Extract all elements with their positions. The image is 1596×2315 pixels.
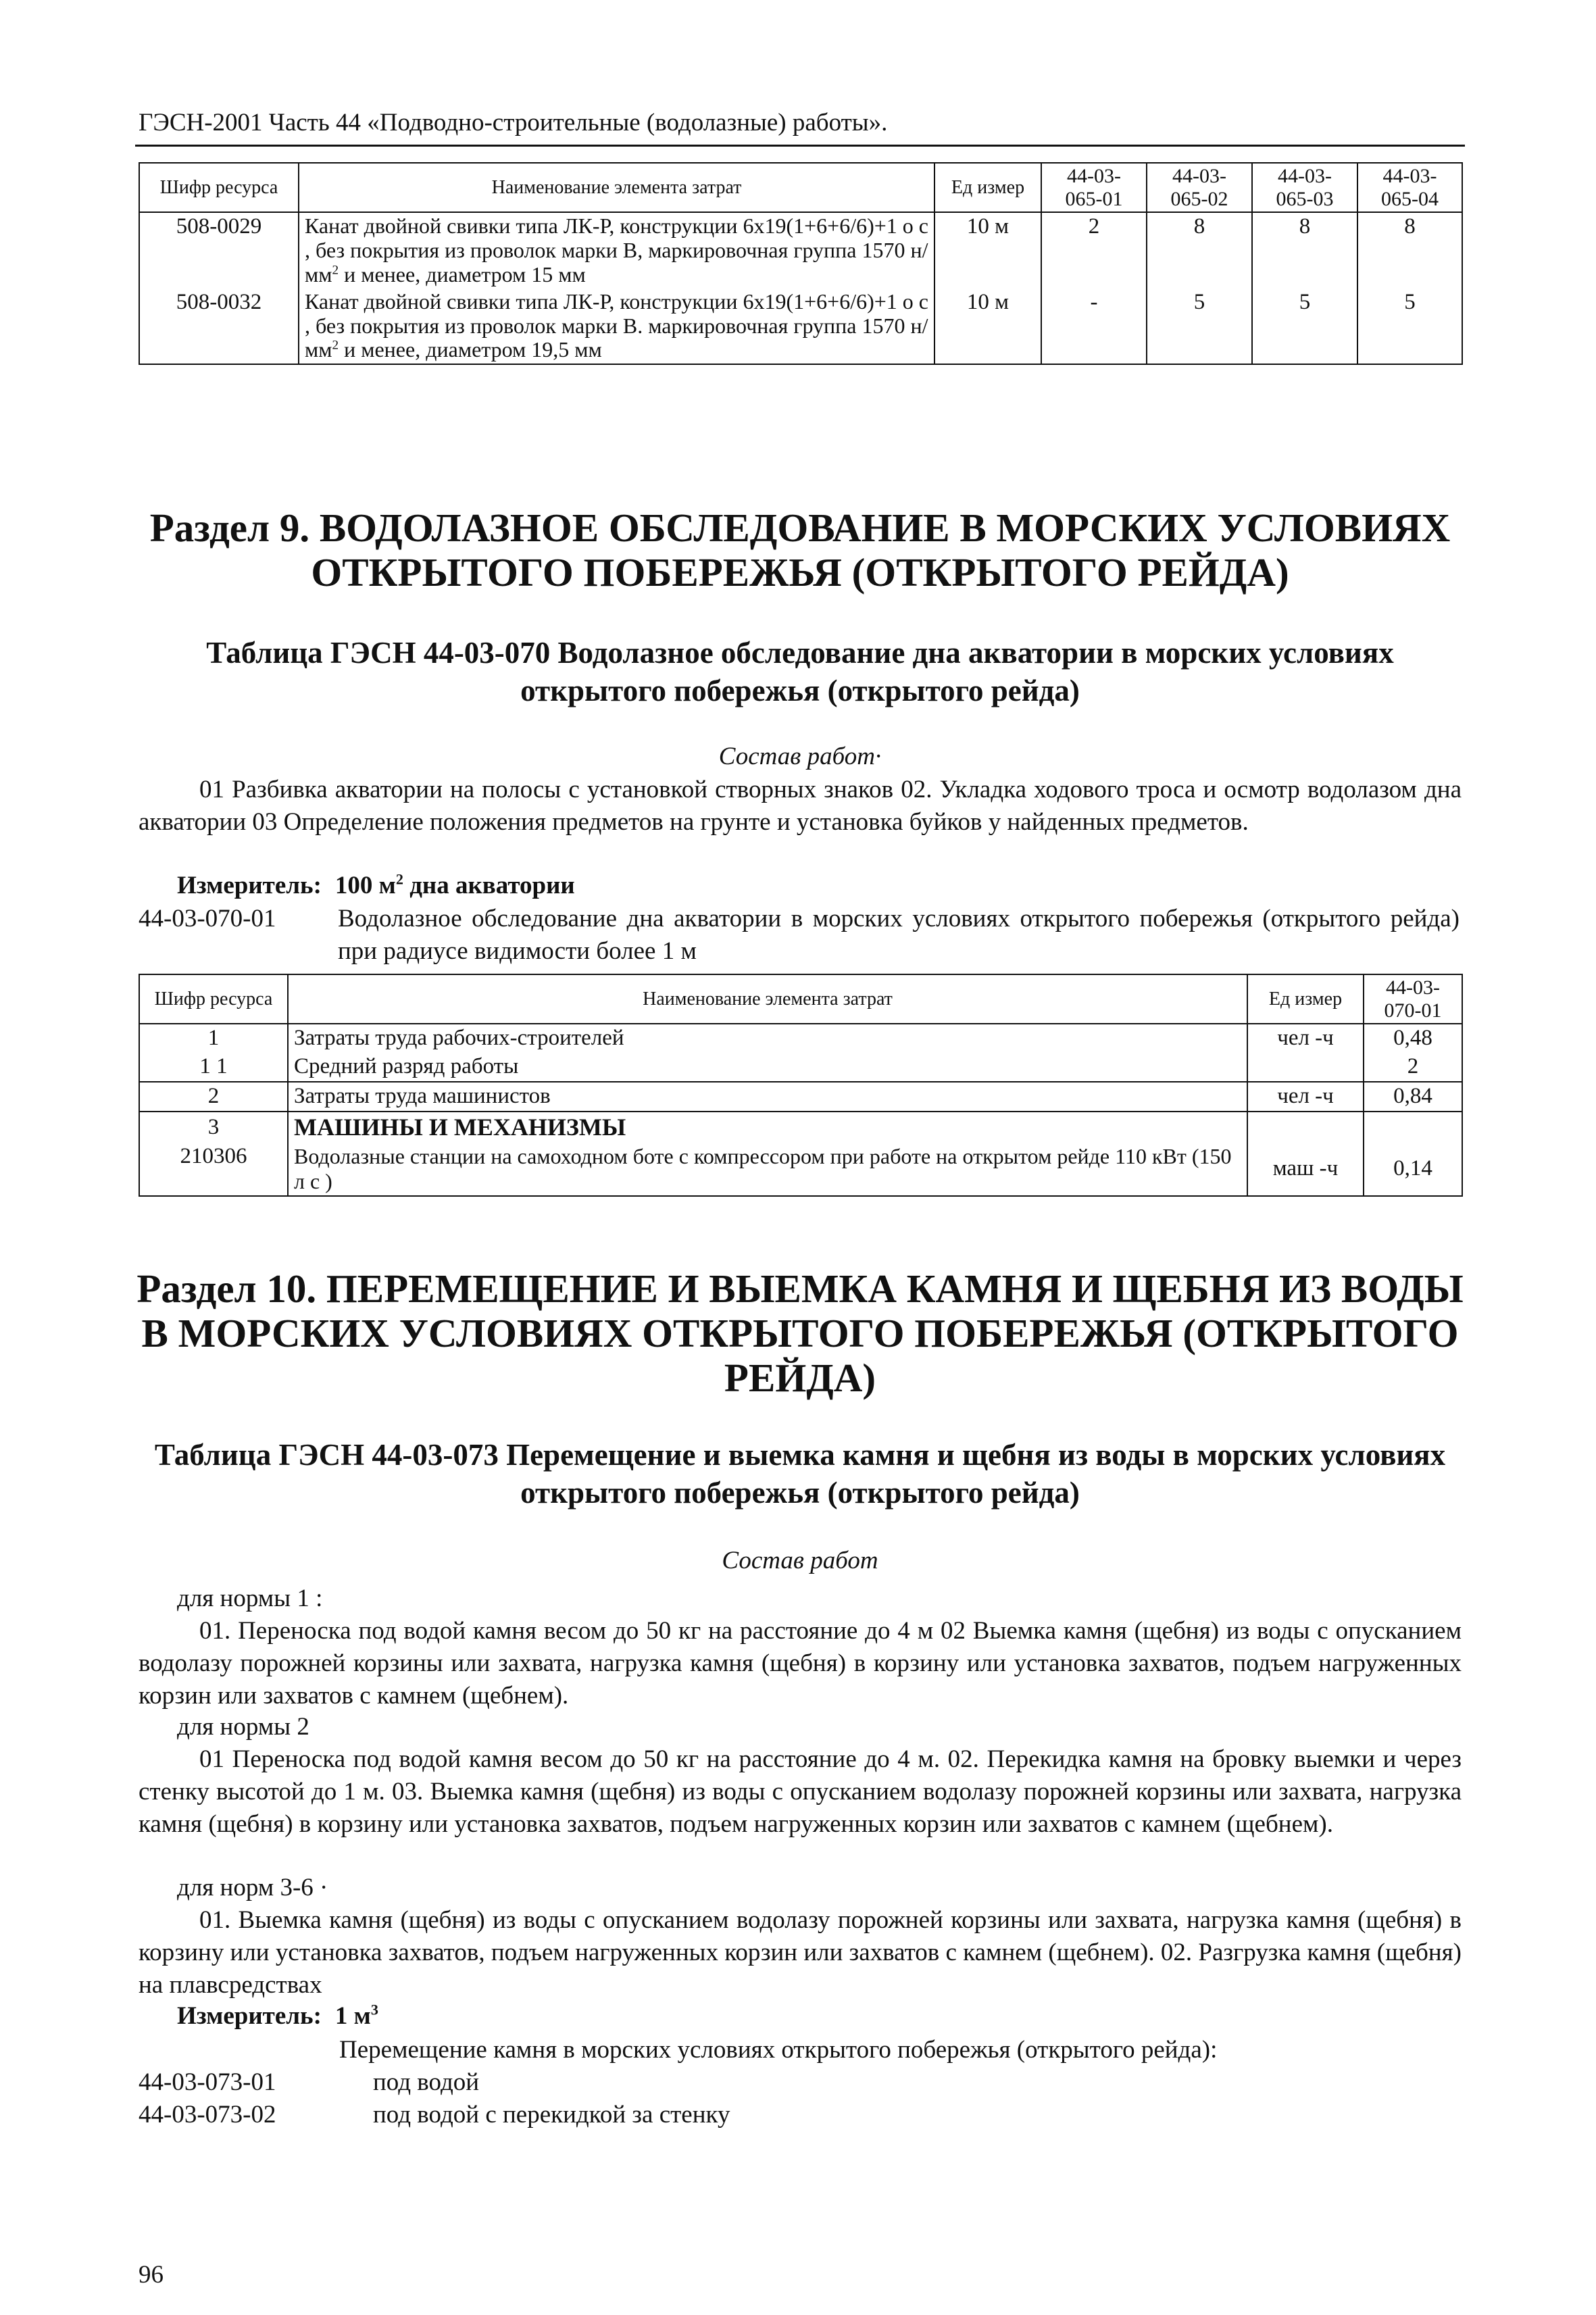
value-cell: 2	[1364, 1053, 1462, 1082]
resource-code: 508-0029	[139, 212, 299, 288]
group-description: Перемещение камня в морских условиях открытого побережья (открытого рейда):	[339, 2036, 1218, 2064]
table-row	[139, 289, 1462, 364]
meter-value: дна акватории	[403, 872, 575, 899]
norm-description: под водой с перекидкой за стенку	[373, 2101, 730, 2129]
work-composition-heading: Состав работ	[722, 1547, 878, 1574]
resource-name: Затраты труда машинистов	[288, 1082, 1247, 1112]
resource-code: 1	[139, 1024, 288, 1053]
page-number: 96	[139, 2261, 164, 2289]
value-cell: 5	[1147, 289, 1252, 364]
col-header-unit: Ед измер	[934, 163, 1041, 212]
resource-table-065	[139, 162, 1463, 365]
value-cell	[1364, 1112, 1462, 1143]
table-header-row	[139, 163, 1462, 212]
norm-code: 44-03-073-01	[139, 2068, 276, 2096]
running-header: ГЭСН-2001 Часть 44 «Подводно-строительные (водолазные) работы».	[139, 109, 888, 136]
unit-cell: 10 м	[934, 289, 1041, 364]
superscript: 3	[370, 2001, 378, 2018]
resource-group-name: МАШИНЫ И МЕХАНИЗМЫ	[288, 1112, 1247, 1143]
resource-name-text: Канат двойной свивки типа ЛК-Р, конструкции 6х19(1+6+6/6)+1 о с , без покрытия из проволок марки В, маркировочная группа 1570 н/мм	[305, 214, 928, 287]
resource-name	[299, 289, 934, 364]
value-cell: 2	[1041, 212, 1147, 288]
table-073-title: Таблица ГЭСН 44-03-073 Перемещение и выемка камня и щебня из воды в морских условиях открытого побережья (открытого рейда)	[154, 1438, 1446, 1510]
col-header-norm: 44-03- 065-03	[1252, 163, 1357, 212]
meter-label: Измеритель:	[177, 872, 322, 899]
norm-description: под водой	[373, 2068, 480, 2096]
resource-name-text: и менее, диаметром 19,5 мм	[339, 337, 602, 362]
superscript: 2	[332, 263, 339, 278]
resource-name: Затраты труда рабочих-строителей	[288, 1024, 1247, 1053]
value-cell: 5	[1357, 289, 1462, 364]
norm2-label: для нормы 2	[177, 1713, 309, 1741]
value-cell: 0,84	[1364, 1082, 1462, 1112]
value-cell: 8	[1357, 212, 1462, 288]
value-cell: 5	[1252, 289, 1357, 364]
value-cell: 0,14	[1364, 1143, 1462, 1196]
table-row	[139, 1024, 1462, 1053]
table-070-title: Таблица ГЭСН 44-03-070 Водолазное обследование дна акватории в морских условиях открытого побережья (открытого рейда)	[206, 636, 1394, 708]
value-cell: 8	[1252, 212, 1357, 288]
norm36-label: для норм 3-6 ·	[177, 1874, 328, 1901]
unit-cell: чел -ч	[1247, 1082, 1364, 1112]
superscript: 2	[332, 338, 339, 353]
resource-code: 2	[139, 1082, 288, 1112]
resource-code: 3	[139, 1112, 288, 1143]
col-header-code: Шифр ресурса	[139, 974, 288, 1024]
resource-table-070	[139, 974, 1463, 1197]
resource-name	[299, 212, 934, 288]
norm2-text: 01 Переноска под водой камня весом до 50 кг на расстояние до 4 м. 02. Перекидка камня на бровку выемки и через стенку высотой до 1 м. 03. Выемка камня (щебня) из воды с опусканием водолазу порожней корзины или захвата, нагрузка камня (щебня) в корзину или установка захватов, подъем нагруженных корзин или захватов с камнем (щебнем).	[139, 1745, 1462, 1839]
table-row	[139, 212, 1462, 288]
norm-description: Водолазное обследование дна акватории в морских условиях открытого побережья (открытого рейда) при радиусе видимости более 1 м	[338, 905, 1460, 966]
col-header-norm: 44-03- 065-04	[1357, 163, 1462, 212]
value-cell: 0,48	[1364, 1024, 1462, 1053]
value-cell: 8	[1147, 212, 1252, 288]
unit-cell	[1247, 1053, 1364, 1082]
table-row	[139, 1143, 1462, 1196]
meter-value: 1 м	[334, 2002, 371, 2030]
unit-cell: чел -ч	[1247, 1024, 1364, 1053]
resource-name-text: и менее, диаметром 15 мм	[339, 262, 586, 287]
section-10-title: Раздел 10. ПЕРЕМЕЩЕНИЕ И ВЫЕМКА КАМНЯ И ЩЕБНЯ ИЗ ВОДЫ В МОРСКИХ УСЛОВИЯХ ОТКРЫТОГО ПОБЕРЕЖЬЯ (ОТКРЫТОГО РЕЙДА)	[136, 1266, 1464, 1401]
resource-code: 508-0032	[139, 289, 299, 364]
resource-code: 1 1	[139, 1053, 288, 1082]
col-header-code: Шифр ресурса	[139, 163, 299, 212]
table-header-row	[139, 974, 1462, 1024]
meter-label: Измеритель:	[177, 2002, 322, 2030]
col-header-norm: 44-03- 065-01	[1041, 163, 1147, 212]
section-9-title: Раздел 9. ВОДОЛАЗНОЕ ОБСЛЕДОВАНИЕ В МОРСКИХ УСЛОВИЯХ ОТКРЫТОГО ПОБЕРЕЖЬЯ (ОТКРЫТОГО РЕЙДА)	[149, 505, 1451, 595]
meter-value: 100 м	[334, 872, 396, 899]
header-rule	[135, 145, 1465, 147]
superscript: 2	[395, 870, 403, 888]
work-composition-heading: Состав работ·	[718, 743, 882, 770]
table-row	[139, 1053, 1462, 1082]
resource-name-text: Канат двойной свивки типа ЛК-Р, конструкции 6х19(1+6+6/6)+1 о с , без покрытия из проволок марки В. маркировочная группа 1570 н/мм	[305, 289, 928, 362]
work-composition-text: 01 Разбивка акватории на полосы с установкой створных знаков 02. Укладка ходового троса и осмотр водолазом дна акватории 03 Определение положения предметов на грунте и установка буйков у найденных предметов.	[139, 776, 1462, 837]
value-cell: -	[1041, 289, 1147, 364]
norm-code: 44-03-073-02	[139, 2101, 276, 2129]
resource-name: Средний разряд работы	[288, 1053, 1247, 1082]
table-row	[139, 1082, 1462, 1112]
norm36-text: 01. Выемка камня (щебня) из воды с опусканием водолазу порожней корзины или захвата, нагрузка камня (щебня) в корзину или установка захватов, подъем нагруженных корзин или захватов с камнем (щебнем). 02. Разгрузка камня (щебня) на плавсредствах	[139, 1906, 1462, 1999]
table-row	[139, 1112, 1462, 1143]
resource-code: 210306	[139, 1143, 288, 1196]
unit-cell	[1247, 1112, 1364, 1143]
norm1-label: для нормы 1 :	[177, 1585, 323, 1612]
col-header-norm: 44-03- 070-01	[1364, 974, 1462, 1024]
meter-line	[177, 870, 575, 902]
col-header-name: Наименование элемента затрат	[288, 974, 1247, 1024]
norm-code: 44-03-070-01	[139, 905, 276, 932]
col-header-norm: 44-03- 065-02	[1147, 163, 1252, 212]
resource-name: Водолазные станции на самоходном боте с компрессором при работе на открытом рейде 110 кВт (150 л с )	[288, 1143, 1247, 1196]
unit-cell: 10 м	[934, 212, 1041, 288]
col-header-name: Наименование элемента затрат	[299, 163, 934, 212]
meter-line	[177, 2000, 378, 2033]
norm1-text: 01. Переноска под водой камня весом до 50 кг на расстояние до 4 м 02 Выемка камня (щебня) из воды с опусканием водолазу порожней корзины или захвата, нагрузка камня (щебня) в корзину или установка захватов, подъем нагруженных корзин или захватов с камнем (щебнем).	[139, 1617, 1462, 1710]
col-header-unit: Ед измер	[1247, 974, 1364, 1024]
unit-cell: маш -ч	[1247, 1143, 1364, 1196]
